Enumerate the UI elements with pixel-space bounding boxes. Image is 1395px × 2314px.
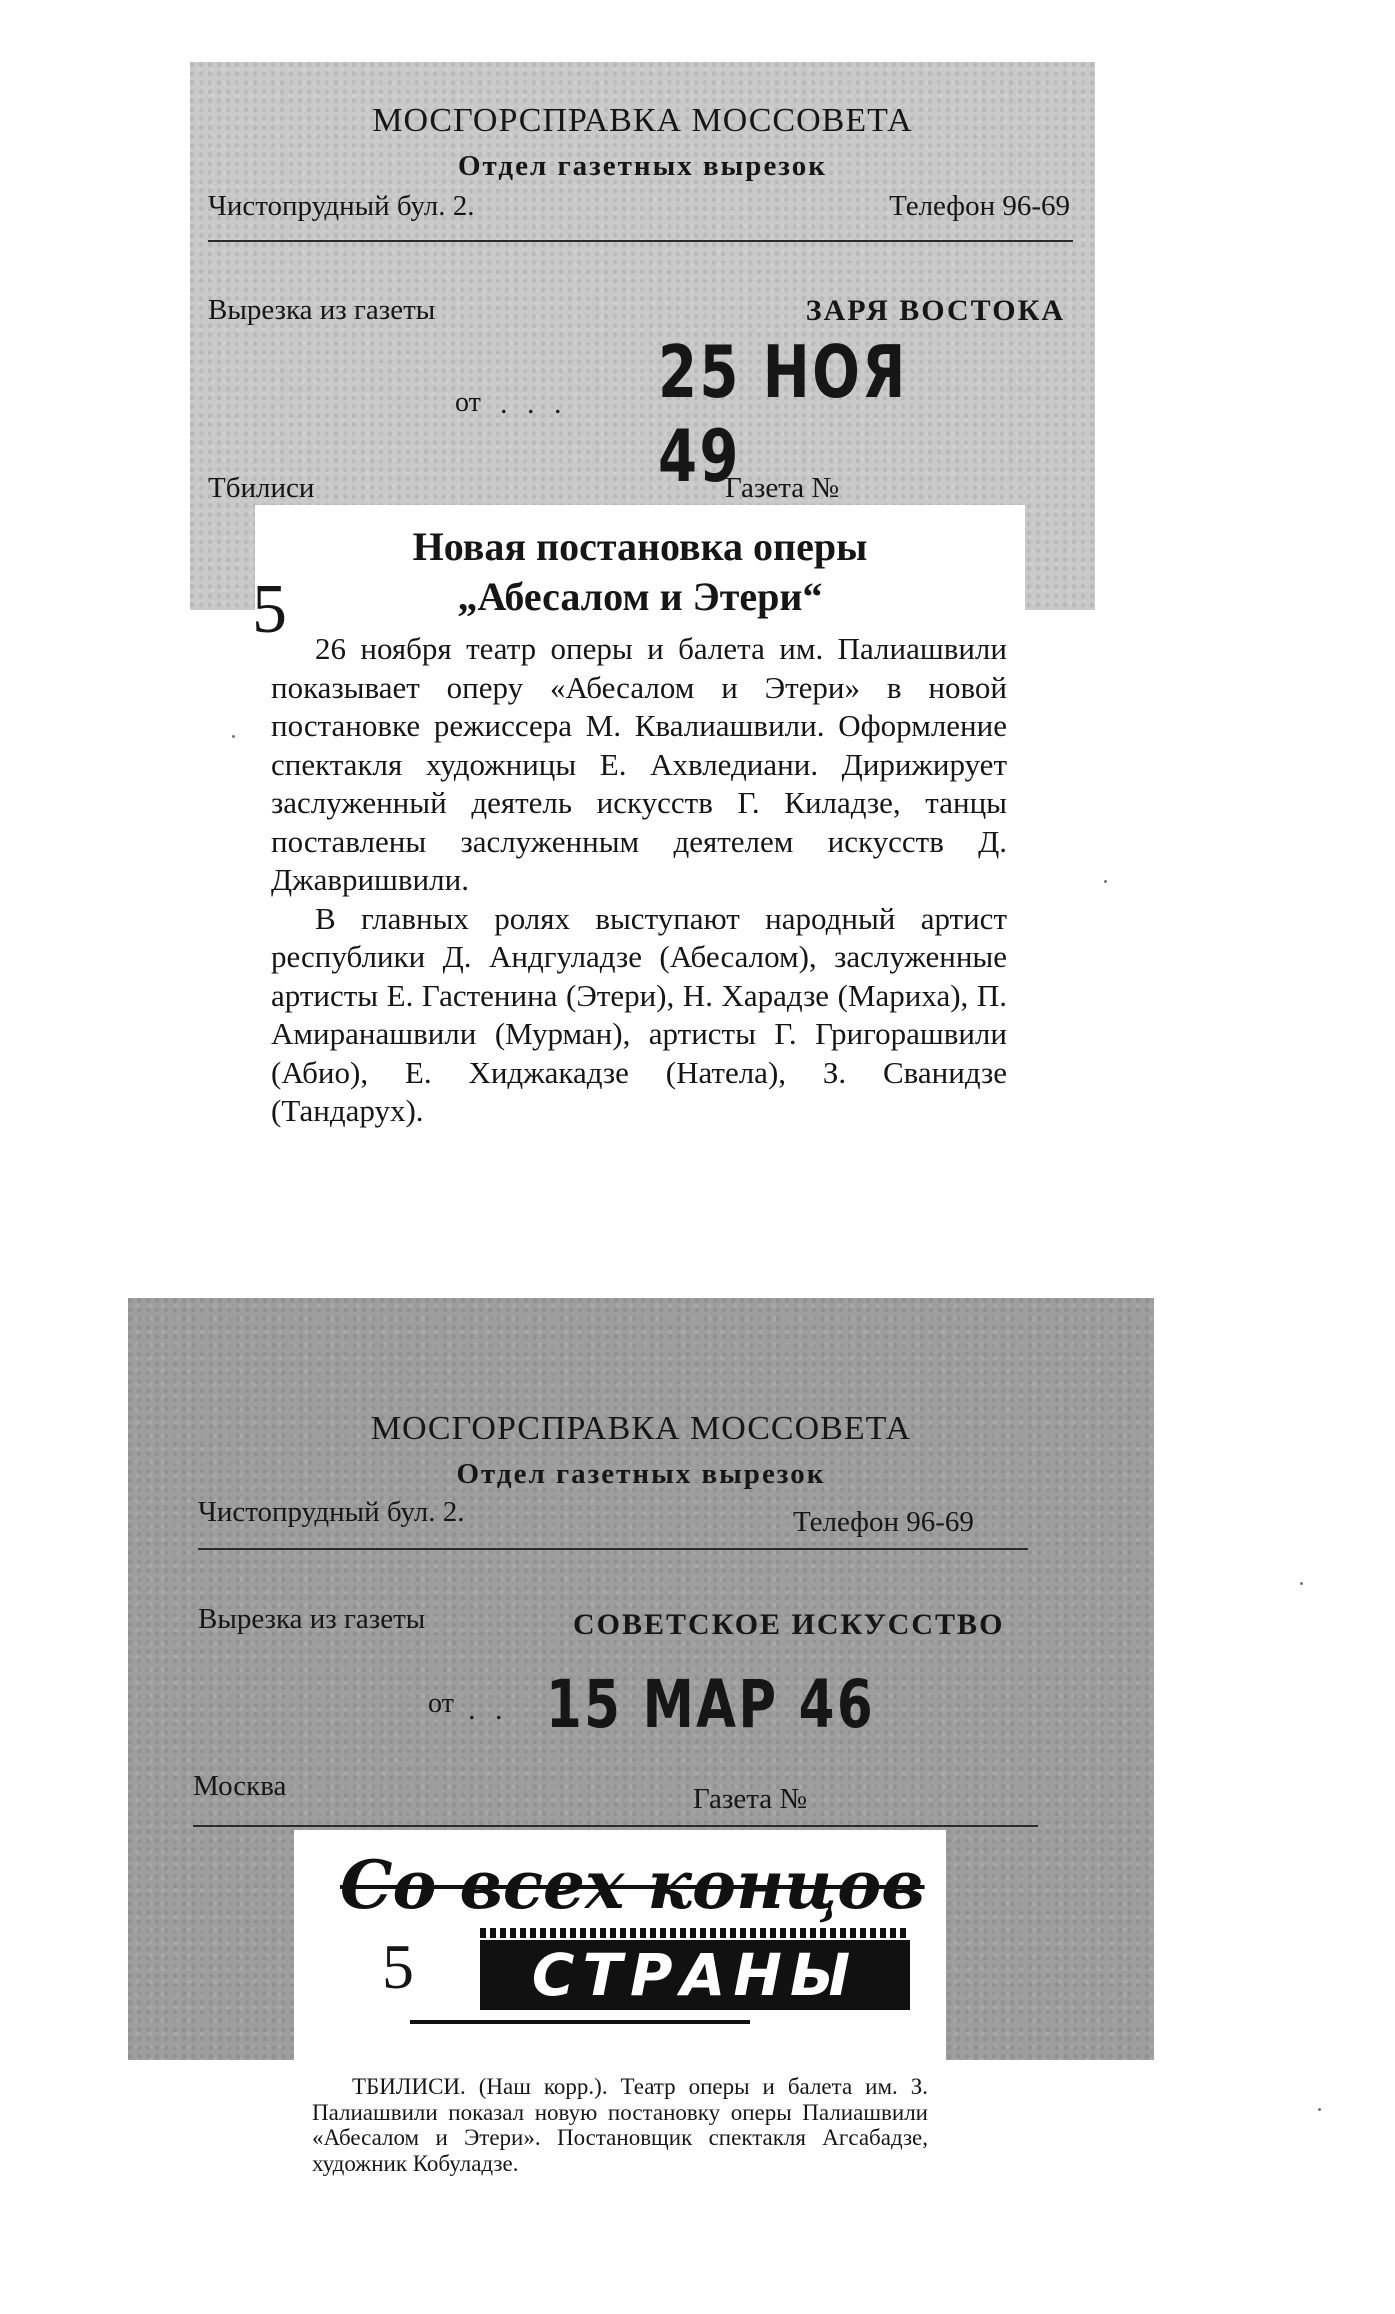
article-paragraph: 26 ноября театр оперы и балета им. Палиашвили показывает оперу «Абесалом и Этери» в новой постановке режиссера М. Квалиашвили. Оформление спектакля художницы Е. Ахвледиани. Дирижирует заслуженный деятель искусств Г. Киладзе, танцы поставлены заслуженным деятелем искусств Д. Джавришвили.	[271, 631, 1007, 897]
headline-line-2: „Абесалом и Этери“	[457, 574, 823, 619]
margin-pencil-mark: 5	[382, 1931, 414, 2002]
department-name: Отдел газетных вырезок	[457, 150, 828, 182]
gazeta-number-label: Газета №	[725, 472, 840, 504]
agency-name: МОСГОРСПРАВКА МОССОВЕТА	[372, 102, 913, 139]
agency-address: Чистопрудный бул. 2.	[198, 1496, 465, 1528]
gazeta-number-label: Газета №	[693, 1783, 808, 1815]
card-divider	[208, 240, 1073, 242]
from-label: от	[428, 1688, 454, 1719]
cut-label: Вырезка из газеты	[198, 1603, 426, 1635]
scan-speck	[1104, 880, 1107, 883]
margin-pencil-mark: 5	[252, 571, 287, 648]
city-label: Тбилиси	[208, 472, 315, 504]
agency-phone: Телефон 96-69	[889, 190, 1070, 222]
card-divider	[198, 1548, 1028, 1550]
banner-script-line: Со всех концов	[340, 1846, 925, 1924]
article-body	[271, 630, 1007, 1131]
scan-speck	[1318, 2108, 1321, 2111]
department-name: Отдел газетных вырезок	[456, 1458, 826, 1490]
date-dots: . .	[468, 1693, 509, 1726]
city-label: Москва	[193, 1770, 287, 1802]
banner-underline	[410, 2020, 750, 2024]
headline-line-1: Новая постановка оперы	[412, 524, 868, 569]
article-body	[312, 2074, 928, 2176]
newspaper-name: СОВЕТСКОЕ ИСКУССТВО	[573, 1608, 1005, 1641]
article-paragraph: В главных ролях выступают народный артист республики Д. Андгуладзе (Абесалом), заслуженные артисты Е. Гастенина (Этери), Н. Харадзе (Мариха), П. Амиранашвили (Мурман), артисты Г. Григорашвили (Абио), Е. Хиджакадзе (Натела), З. Сванидзе (Тандарух).	[271, 900, 1007, 1128]
agency-phone: Телефон 96-69	[793, 1506, 974, 1538]
date-dots: . . .	[500, 387, 568, 420]
date-stamp: 15 МАР 46	[546, 1666, 875, 1743]
newspaper-name: ЗАРЯ ВОСТОКА	[805, 294, 1065, 327]
cut-label: Вырезка из газеты	[208, 294, 436, 326]
agency-name: МОСГОРСПРАВКА МОССОВЕТА	[370, 1410, 912, 1447]
banner-block-line: СТРАНЫ	[480, 1940, 910, 2010]
agency-address: Чистопрудный бул. 2.	[208, 190, 475, 222]
article-paragraph: ТБИЛИСИ. (Наш корр.). Театр оперы и балета им. З. Палиашвили показал новую постановку оперы Палиашвили «Абесалом и Этери». Постановщик спектакля Агсабадзе, художник Кобуладзе.	[312, 2074, 928, 2176]
date-stamp: 25 НОЯ 49	[658, 330, 908, 498]
card-divider	[193, 1825, 1038, 1827]
scan-speck	[232, 735, 235, 738]
scan-speck	[1300, 1582, 1303, 1585]
article-clipping-from-all-ends	[294, 1830, 946, 2225]
article-clipping-new-production	[255, 505, 1025, 1290]
banner-stripes	[480, 1928, 910, 1938]
section-banner	[330, 1844, 925, 2022]
from-label: от	[455, 387, 481, 418]
